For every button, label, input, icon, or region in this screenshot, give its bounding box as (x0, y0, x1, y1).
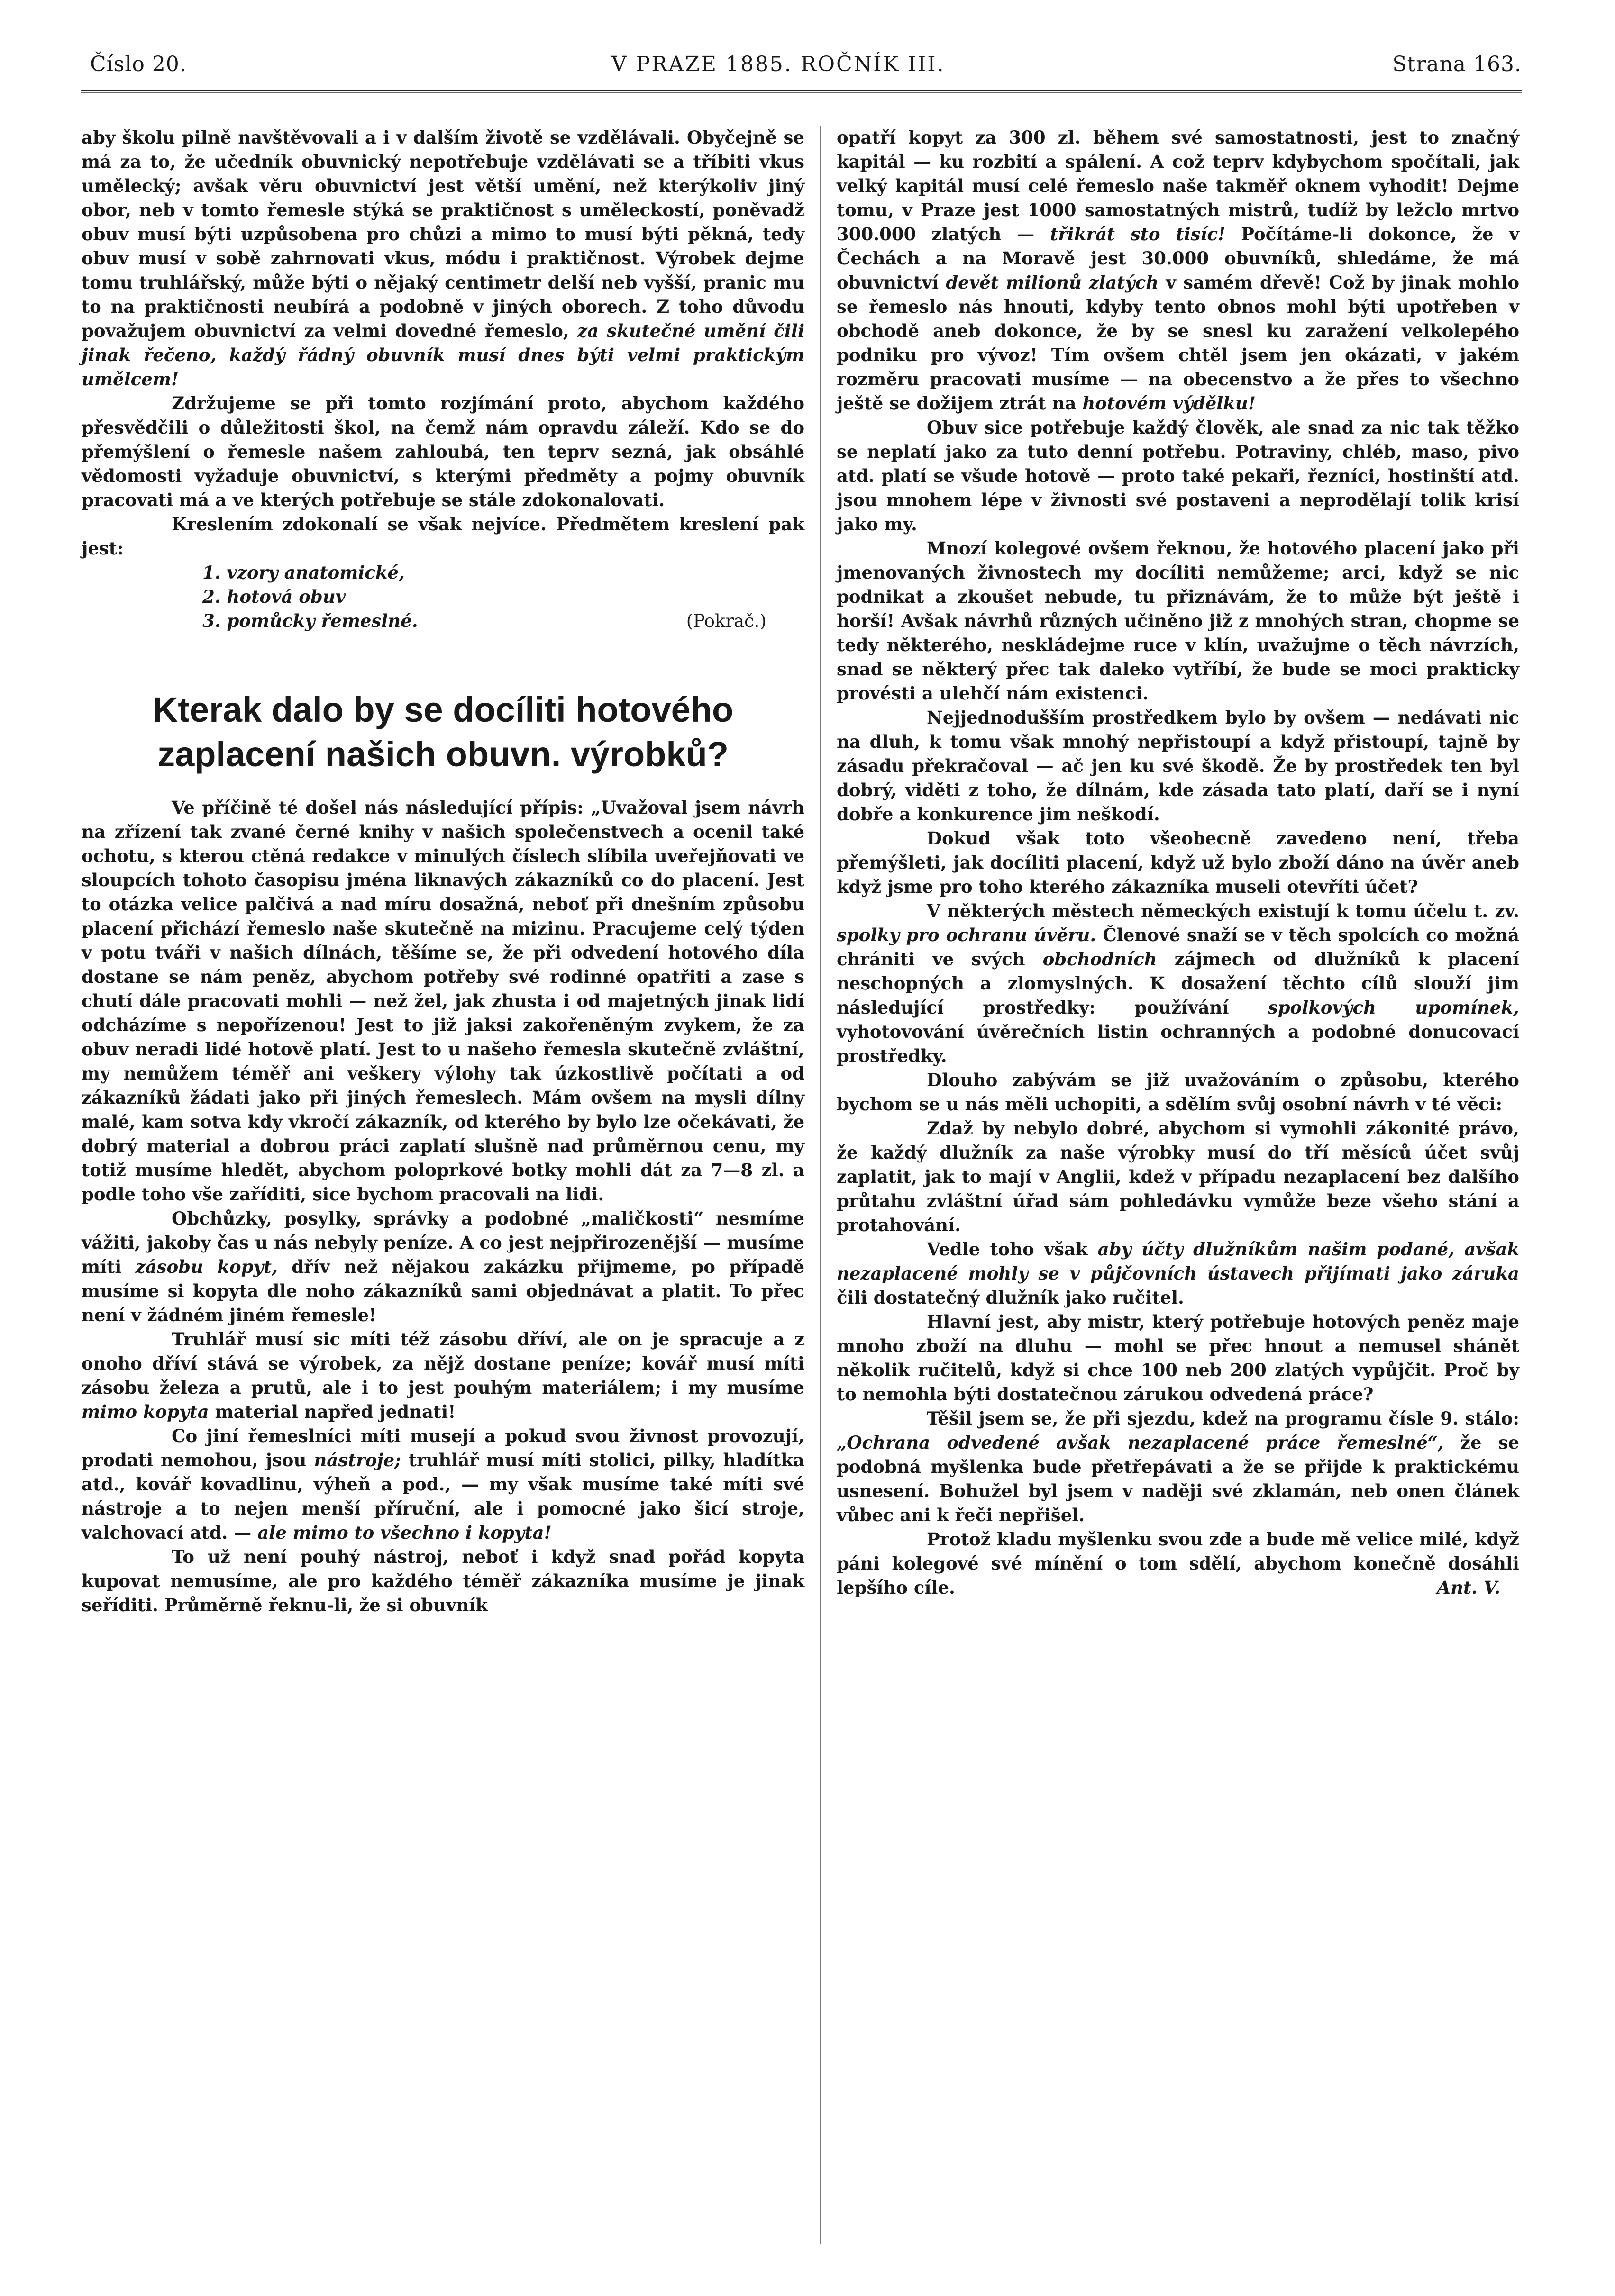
paragraph: Mnozí kolegové ovšem řeknou, že hotového placení jako při jmenovaných živnostech my docíliti nemůžeme; arci, když se nic podnikat a zkoušet nebude, tu přiznávám, že to může být ještě i horší! Avšak návrhů různých učiněno již z mnohých stran, chopme se tedy některého, neskládejme ruce v klín, uvažujme o těch návrzích, snad se některý přec tak daleko vytříbí, že bude se moci prakticky provésti a ulehčí nám existenci. (837, 538, 1519, 704)
drawing-subjects-list (82, 561, 804, 633)
issue-number: Číslo 20. (90, 52, 187, 76)
paragraph: Dlouho zabývám se již uvažováním o způsobu, kterého bychom se u nás měli uchopiti, a sdělím svůj osobní návrh v té věci: (837, 1070, 1519, 1115)
paragraph: Dokud však toto všeobecně zavedeno není, třeba přemýšleti, jak docíliti placení, když už bylo zboží dáno na úvěr aneb když jsme pro toho kterého zákazníka museli otevříti účet? (837, 828, 1519, 897)
list-item: 3. pomůcky řemeslné. (Pokrač.) (82, 609, 804, 633)
paragraph: Nejjednodušším prostředkem bylo by ovšem — nedávati nic na dluh, k tomu však mnohý nepřistoupí a když přistoupí, tajně by zásadu překračoval — ač jen ku své škodě. Že by prostředek ten byl dobrý, viděti z toho, že dílnám, kde zásada tato platí, daří se i nyní dobře a konkurence jim neškodí. (837, 707, 1519, 825)
paragraph: Co jiní řemeslníci míti musejí a pokud svou živnost provozují, prodati nemohou, jsou nástroje; truhlář musí míti stolici, pilky, hladítka atd., kovář kovadlinu, výheň a pod., — my však musíme také míti své nástroje a to nejen menší příruční, ale i pomocné jako šicí stroje, valchovací atd. — ale mimo to všechno i kopyta! (82, 1425, 804, 1543)
paragraph: Těšil jsem se, že při sjezdu, kdež na programu čísle 9. stálo: „Ochrana odvedené avšak nezaplacené práce řemeslné“, že se podobná myšlenka bude přetřepávati a že se přijde k praktickému usnesení. Bohužel byl jsem v naději své zklamán, neb onen článek vůbec ani k řeči nepřišel. (837, 1408, 1519, 1525)
article-title: Kterak dalo by se docíliti hotového zaplacení našich obuvn. výrobků? (152, 690, 734, 774)
continued-mark: (Pokrač.) (686, 611, 766, 631)
paragraph: V některých městech německých existují k tomu účelu t. zv. spolky pro ochranu úvěru. Členové snaží se v těch spolcích co možná chrániti ve svých obchodních zájmech od dlužníků k placení neschopných a zlomyslných. K dosažení těchto cílů slouží jim následující prostředky: používání spolkových upomínek, vyhotovování úvěrečních listin ochranných a podobné donucovací prostředky. (837, 900, 1520, 1066)
place-year-volume: V PRAZE 1885. ROČNÍK III. (611, 52, 945, 76)
paragraph: opatří kopyt za 300 zl. během své samostatnosti, jest to značný kapitál — ku rozbití a spálení. A což teprv kdybychom spočítali, jak velký kapitál musí celé řemeslo naše takměř oknem vyhodit! Dejme tomu, v Praze jest 1000 samostatných mistrů, tudíž by ležclo mrtvo 300.000 zlatých — třikrát sto tisíc! Počítáme-li dokonce, že v Čechách a na Moravě jest 30.000 obuvníků, shledáme, že má obuvnictví devět milionů zlatých v samém dřevě! Což by jinak mohlo se řemeslo nás hnouti, kdyby tento obnos mohl býti upotřeben v obchodě aneb dokonce, že by se snesl ku zaražení velkolepého podniku pro vývoz! Tím ovšem chtěl jsem jen okázati, v jakém rozměru pracovati musíme — na obecenstvo a že přes to všechno ještě se dožijem ztrát na hotovém výdělku! (837, 127, 1519, 414)
page-number: Strana 163. (1392, 52, 1522, 76)
column-divider (820, 126, 821, 2244)
paragraph: Obuv sice potřebuje každý člověk, ale snad za nic tak těžko se neplatí jako za tuto denní potřebu. Potraviny, chléb, maso, pivo atd. platí se všude hotově — proto také pekaři, řezníci, hostinští atd. jsou mnohem lépe v živnosti své postaveni a neprodělají tolik krisí jako my. (837, 417, 1519, 535)
paragraph: Ve příčině té došel nás následující přípis: „Uvažoval jsem návrh na zřízení tak zvané černé knihy v našich společenstvech a ocenil také ochotu, s kterou ctěná redakce v minulých číslech slíbila uveřejňovati ve sloupcích tohoto časopisu jména liknavých zákazníků co do placení. Jest to otázka velice palčivá a nad míru dosažná, neboť při dnešním způsobu placení přichází řemeslo naše skutečně na mizinu. Pracujeme celý týden v potu tváři v našich dílnách, těšíme se, že při odvedení hotového díla dostane se nám peněz, abychom potřeby své rodinné opatřiti a zase s chutí dále pracovati mohli — než žel, jak zhusta i od majetných jinak lidí odcházíme s nepořízenou! Jest to již jaksi zakořeněným zvykem, že za obuv neradi lidé hotově platí. Jest to u našeho řemesla skutečně zvláštní, my nemůžem téměř ani veškery výlohy tak úzkostlivě počítati a od zákazníků žádati jako při jiných řemeslech. Mám ovšem na mysli dílny malé, kam sotva kdy vkročí zákazník, od kterého by bylo lze očekávati, že dobrý material a dobrou práci zaplatí slušně nad průměrnou cenu, my totiž musíme hledět, abychom poloprkové botky mohli dát za 7—8 zl. a podle toho vše zaříditi, sice bychom pracovali na lidi. (82, 797, 804, 1205)
page-header (90, 52, 1522, 81)
paragraph: Obchůzky, posylky, správky a podobné „maličkosti“ nesmíme vážiti, jakoby čas u nás nebyly peníze. A co jest nejpřirozenější — musíme míti zásobu kopyt, dřív než nějakou zakázku přijmeme, po případě musíme si kopyta dle noho zákazníků sami objednávat a platit. To přec není v žádném jiném řemesle! (82, 1208, 804, 1325)
paragraph: aby školu pilně navštěvovali a i v dalším životě se vzdělávali. Obyčejně se má za to, že učedník obuvnický nepotřebuje vzdělávati se a tříbiti vkus umělecký; avšak věru obuvnictví jest větší umění, než kterýkoliv jiný obor, neb v tomto řemesle stýká se praktičnost s uměleckostí, poněvadž obuv musí býti uzpůsobena pro chůzi a mimo to musí býti pěkná, tedy obuv musí v sobě zahrnovati vkus, módu i praktičnost. Výrobek dejme tomu truhlářský, může býti o nějaký centimetr delší neb vyšší, pranic mu to na praktičnosti neubírá a podobně v jiných oborech. Z toho důvodu považujem obuvnictví za velmi dovedné řemeslo, za skutečné umění čili jinak řečeno, každý řádný obuvník musí dnes býti velmi praktickým umělcem! (82, 127, 804, 390)
paragraph: Protož kladu myšlenku svou zde a bude mě velice milé, když páni kolegové své mínění o tom sdělí, abychom konečně dosáhli lepšího cíle. Ant. V. (837, 1527, 1519, 1600)
paragraph: Vedle toho však aby účty dlužníkům našim podané, avšak nezaplacené mohly se v půjčovních ústavech přijímati jako záruka čili dostatečný dlužník jako ručitel. (837, 1239, 1519, 1308)
left-column (82, 126, 804, 1617)
paragraph: Zdržujeme se při tomto rozjímání proto, abychom každého přesvědčili o důležitosti škol, na čemž nám opravdu záleží. Kdo se do přemýšlení o řemesle našem zahloubá, ten teprv sezná, jak obsáhlé vědomosti vyžaduje obuvnictví, s kterými předměty a pojmy obuvník pracovati má a ve kterých potřebuje se stále zdokonalovati. (82, 393, 804, 510)
author-signature: Ant. V. (1437, 1577, 1500, 1598)
paragraph: Zdaž by nebylo dobré, abychom si vymohli zákonité právo, že každý dlužník za naše výrobky musí do tří měsíců účet svůj zaplatit, jak to mají v Anglii, kdež v případu nezaplacení bez dalšího průtahu zvláštní úřad sám pohledávku vymůže beze všeho stání a protahování. (837, 1118, 1519, 1235)
paragraph: Truhlář musí sic míti též zásobu dříví, ale on je spracuje a z onoho dříví stává se výrobek, za nějž dostane peníze; kovář musí míti zásobu železa a prutů, ale i to jest pouhým materiálem; i my musíme mimo kopyta material napřed jednati! (82, 1329, 804, 1422)
paragraph: Hlavní jest, aby mistr, který potřebuje hotových peněz maje mnoho zboží na dluhu — mohl se přec hnout a nemusel shánět několik ručitelů, když si chce 100 neb 200 zlatých vypůjčit. Proč by to nemohla býti dostatečnou zárukou odvedená práce? (837, 1311, 1519, 1405)
list-item: 1. vzory anatomické, (202, 562, 405, 583)
header-rule (81, 90, 1522, 93)
right-column (837, 126, 1519, 1600)
paragraph: Kreslením zdokonalí se však nejvíce. Předmětem kreslení pak jest: (82, 514, 804, 559)
paragraph: To už není pouhý nástroj, neboť i když snad pořád kopyta kupovat nemusíme, ale pro každého téměř zákazníka musíme je jinak seříditi. Průměrně řeknu-li, že si obuvník (82, 1546, 804, 1615)
list-item: 2. hotová obuv (202, 586, 346, 607)
